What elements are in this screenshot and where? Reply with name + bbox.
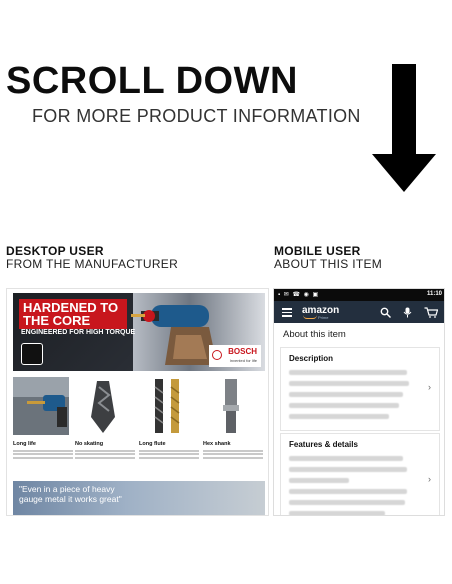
subline: FOR MORE PRODUCT INFORMATION (32, 106, 361, 126)
bosch-logo: BOSCH Invented for life (209, 345, 261, 367)
brand-banner (13, 293, 265, 371)
amazon-logo[interactable]: amazon (302, 305, 340, 316)
menu-icon[interactable] (282, 308, 292, 316)
product-tile: Long flute (139, 377, 199, 466)
chevron-right-icon: › (428, 474, 431, 484)
status-bar (274, 289, 445, 301)
drill-tip-icon (75, 377, 131, 435)
product-tile: Long life (13, 377, 73, 466)
chevron-right-icon: › (428, 382, 431, 392)
mobile-label-sub: ABOUT THIS ITEM (274, 257, 383, 271)
arrow-down-icon (372, 64, 436, 194)
desktop-label-sub: FROM THE MANUFACTURER (6, 257, 179, 271)
microphone-icon[interactable] (402, 307, 413, 318)
desktop-preview (6, 288, 269, 516)
desktop-label-title: DESKTOP USER (6, 244, 104, 258)
shield-icon (21, 343, 43, 365)
status-icons: ▪ ✉ ☎ ◉ ▣ (278, 292, 320, 298)
drill-bit-icon (13, 377, 69, 435)
cart-icon[interactable] (424, 307, 438, 318)
product-tile: No skating (75, 377, 135, 466)
mobile-preview (273, 288, 445, 516)
flute-bits-icon (139, 377, 195, 435)
banner-title: HARDENED TO THE CORE (19, 299, 127, 329)
status-time: 11:10 (426, 291, 442, 297)
description-card[interactable]: Description › (280, 347, 440, 431)
testimonial-banner (13, 481, 265, 516)
mobile-label-title: MOBILE USER (274, 244, 361, 258)
about-heading: About this item (283, 329, 346, 340)
app-bar: amazon Prime (274, 301, 445, 323)
search-icon[interactable] (380, 307, 391, 318)
banner-subtitle: ENGINEERED FOR HIGH TORQUE (21, 329, 136, 336)
hex-shank-icon (203, 377, 259, 435)
product-tile: Hex shank (203, 377, 263, 466)
features-card[interactable]: Features & details › (280, 433, 440, 516)
headline: SCROLL DOWN (6, 60, 298, 102)
testimonial-quote: "Even in a piece of heavy gauge metal it works great" (19, 484, 122, 504)
